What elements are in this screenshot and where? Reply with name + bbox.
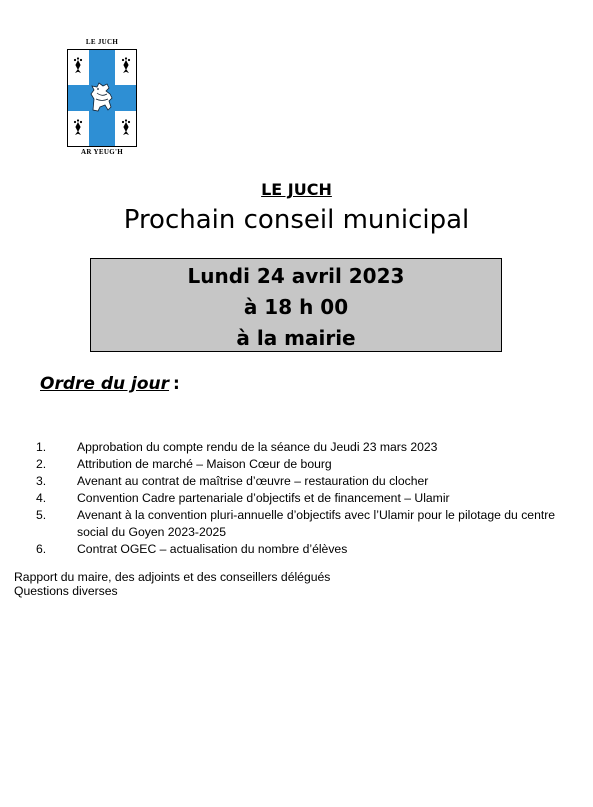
item-number: 4. — [36, 491, 47, 505]
item-number: 2. — [36, 457, 47, 471]
logo-bottom-text: AR YEUG'H — [81, 148, 123, 156]
agenda-heading — [40, 374, 180, 394]
meeting-place: à la mairie — [236, 326, 356, 350]
meeting-date: Lundi 24 avril 2023 — [187, 264, 405, 288]
list-item — [0, 490, 593, 507]
item-number: 6. — [36, 542, 47, 556]
item-number: 5. — [36, 508, 47, 522]
meeting-time: à 18 h 00 — [243, 295, 349, 319]
item-text: Attribution de marché – Maison Cœur de bourg — [77, 457, 332, 471]
list-item — [0, 473, 593, 490]
list-item — [0, 456, 593, 473]
item-text: Approbation du compte rendu de la séance du Jeudi 23 mars 2023 — [77, 440, 438, 454]
agenda-list — [0, 439, 593, 558]
item-text: Avenant à la convention pluri-annuelle d’objectifs avec l’Ulamir pour le pilotage du centre social du Goyen 2023-2025 — [77, 508, 556, 539]
list-item — [0, 507, 593, 541]
logo-top-text: LE JUCH — [85, 38, 119, 46]
item-text: Convention Cadre partenariale d’objectifs et de financement – Ulamir — [77, 491, 450, 505]
agenda-heading-colon: : — [173, 374, 180, 394]
meeting-info-box — [90, 258, 502, 352]
footer-notes — [14, 570, 330, 598]
list-item — [0, 439, 593, 456]
item-number: 1. — [36, 440, 47, 454]
coat-of-arms-shield — [67, 49, 137, 147]
item-text: Avenant au contrat de maîtrise d’œuvre – restauration du clocher — [77, 474, 429, 488]
list-item — [0, 541, 593, 558]
town-name: LE JUCH — [261, 180, 332, 199]
page-title: Prochain conseil municipal — [123, 205, 470, 235]
item-text: Contrat OGEC – actualisation du nombre d’élèves — [77, 542, 348, 556]
agenda-heading-label: Ordre du jour — [40, 374, 170, 394]
footer-line-questions: Questions diverses — [14, 584, 118, 598]
footer-line-reports: Rapport du maire, des adjoints et des conseillers délégués — [14, 570, 331, 584]
lion-icon — [91, 83, 112, 111]
coat-of-arms-logo — [66, 38, 138, 160]
item-number: 3. — [36, 474, 47, 488]
